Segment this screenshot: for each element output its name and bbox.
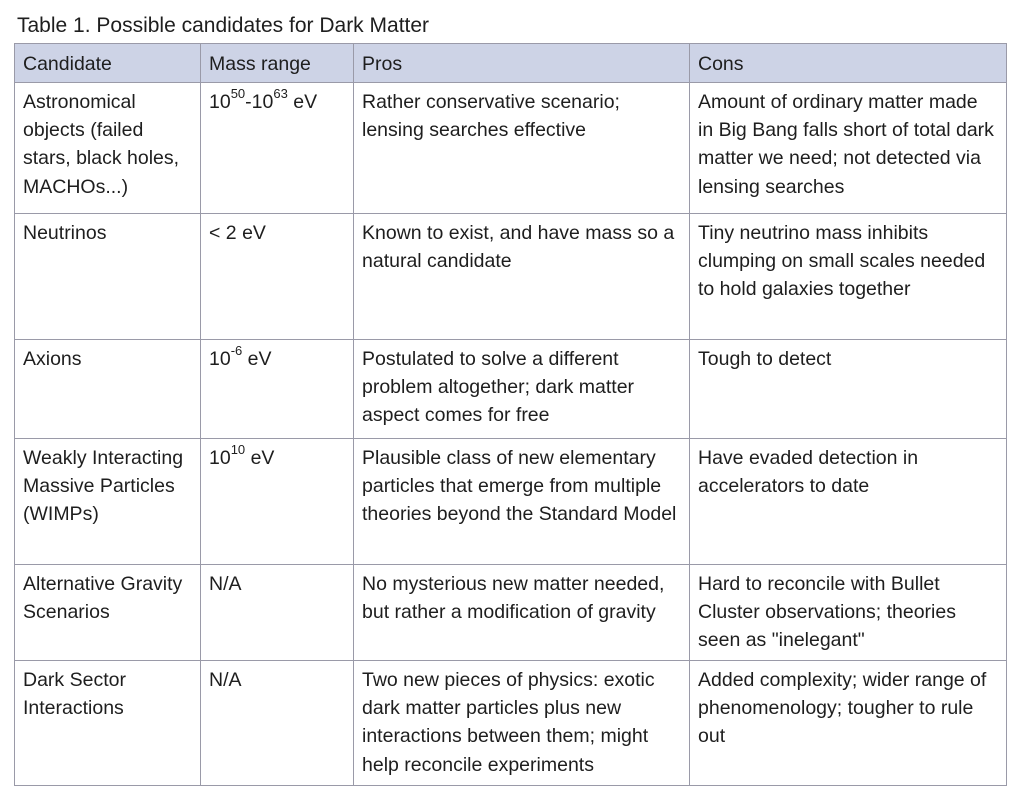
table-row <box>15 439 1007 565</box>
mass-exponent: -6 <box>230 342 243 358</box>
mass-range-cell <box>201 340 354 439</box>
mass-exponent: 63 <box>273 85 288 101</box>
cons-cell: Hard to reconcile with Bullet Cluster observations; theories seen as "inelegant" <box>690 565 1007 661</box>
candidate-cell: Axions <box>15 340 201 439</box>
candidate-cell: Astronomical objects (failed stars, black holes, MACHOs...) <box>15 83 201 214</box>
mass-unit: eV <box>245 447 275 469</box>
header-cons: Cons <box>690 44 1007 83</box>
mass-range-cell <box>201 83 354 214</box>
mass-range-cell: N/A <box>201 661 354 786</box>
header-mass-range: Mass range <box>201 44 354 83</box>
candidate-cell: Weakly Interacting Massive Particles (WIMPs) <box>15 439 201 565</box>
table-caption: Table 1. Possible candidates for Dark Matter <box>17 14 430 37</box>
pros-cell: Postulated to solve a different problem altogether; dark matter aspect comes for free <box>354 340 690 439</box>
header-candidate: Candidate <box>15 44 201 83</box>
mass-base: 10 <box>209 91 231 113</box>
header-pros: Pros <box>354 44 690 83</box>
pros-cell: Rather conservative scenario; lensing searches effective <box>354 83 690 214</box>
mass-base: 10 <box>209 447 231 469</box>
mass-range-cell: N/A <box>201 565 354 661</box>
table-row <box>15 83 1007 214</box>
mass-base: 10 <box>251 91 274 113</box>
table-row <box>15 661 1007 786</box>
pros-cell: Two new pieces of physics: exotic dark matter particles plus new interactions between them; might help reconcile experiments <box>354 661 690 786</box>
mass-range-cell: < 2 eV <box>201 214 354 340</box>
candidate-cell: Neutrinos <box>15 214 201 340</box>
table-row <box>15 214 1007 340</box>
mass-unit: eV <box>287 91 318 113</box>
mass-exponent: 50 <box>230 85 246 101</box>
cons-cell: Tiny neutrino mass inhibits clumping on small scales needed to hold galaxies together <box>690 214 1007 340</box>
pros-cell: Known to exist, and have mass so a natural candidate <box>354 214 690 340</box>
candidate-cell: Alternative Gravity Scenarios <box>15 565 201 661</box>
mass-unit: eV <box>242 348 272 370</box>
table-row <box>15 340 1007 439</box>
mass-exponent: 10 <box>230 441 246 457</box>
mass-separator: - <box>245 91 252 113</box>
candidate-cell: Dark Sector Interactions <box>15 661 201 786</box>
cons-cell: Have evaded detection in accelerators to date <box>690 439 1007 565</box>
cons-cell: Amount of ordinary matter made in Big Bang falls short of total dark matter we need; not detected via lensing searches <box>690 83 1007 214</box>
table-row <box>15 565 1007 661</box>
cons-cell: Tough to detect <box>690 340 1007 439</box>
mass-range-cell <box>201 439 354 565</box>
header-row <box>15 44 1007 83</box>
pros-cell: No mysterious new matter needed, but rather a modification of gravity <box>354 565 690 661</box>
dark-matter-candidates-table <box>14 43 1007 786</box>
cons-cell: Added complexity; wider range of phenomenology; tougher to rule out <box>690 661 1007 786</box>
pros-cell: Plausible class of new elementary particles that emerge from multiple theories beyond the Standard Model <box>354 439 690 565</box>
mass-base: 10 <box>209 348 231 370</box>
